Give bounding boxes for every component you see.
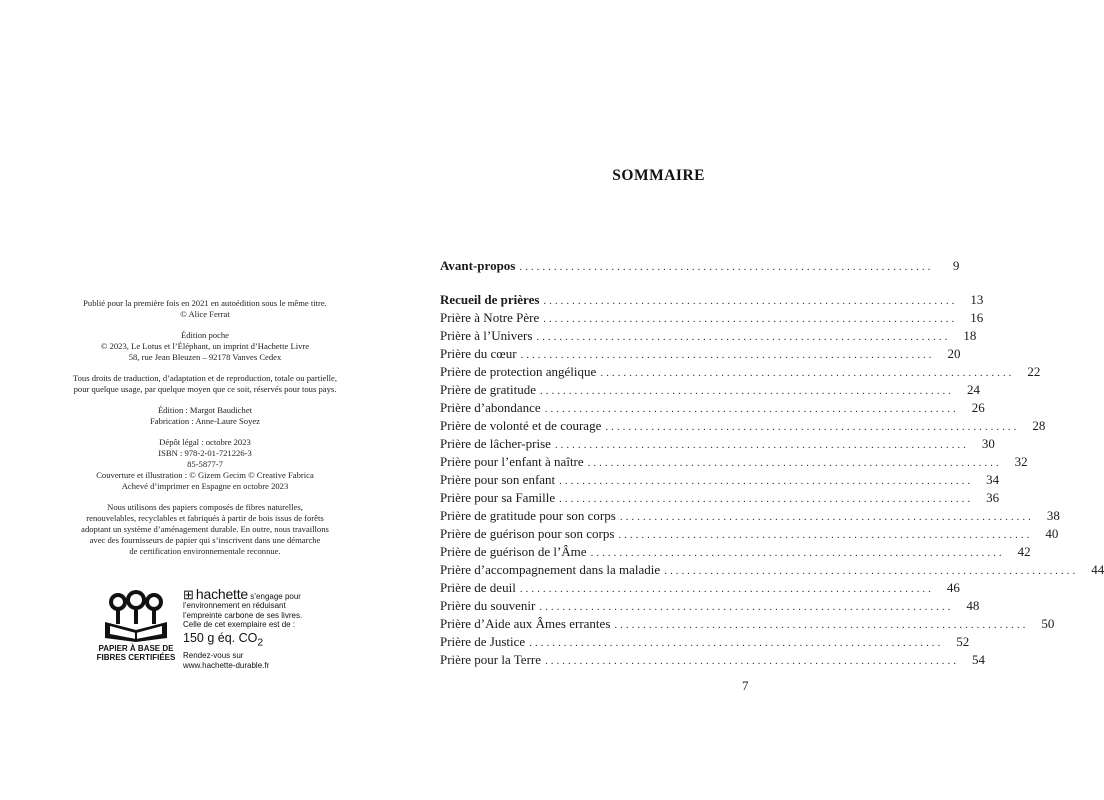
edition-credit: Édition : Margot Baudichet: [157, 405, 253, 415]
toc-leader-dots: ........................................................................: [618, 529, 1033, 541]
toc-entry-page: 28: [1032, 418, 1046, 433]
toc-entry-label: Recueil de prières: [440, 292, 540, 307]
toc-title: SOMMAIRE: [612, 167, 705, 184]
toc-entry: [440, 292, 984, 310]
toc-entry: [440, 436, 995, 454]
toc-entry: [440, 258, 960, 276]
toc-entry-label: Prière pour l’enfant à naître: [440, 454, 584, 469]
toc-leader-dots: ........................................................................: [664, 565, 1079, 577]
fabrication-credit: Fabrication : Anne-Laure Soyez: [149, 416, 260, 426]
toc-entry-label: Prière pour la Terre: [440, 652, 541, 667]
toc-leader-dots: ........................................................................: [529, 637, 944, 649]
toc-entry-page: 36: [986, 490, 1000, 505]
carbon-footprint: [183, 631, 333, 651]
copyright-author: © Alice Ferrat: [180, 309, 230, 319]
toc-leader-dots: ........................................................................: [544, 403, 959, 415]
toc-entry-page: 18: [963, 328, 977, 343]
toc-leader-dots: ........................................................................: [605, 421, 1020, 433]
edition-block: [20, 330, 390, 363]
toc-entry-page: 46: [946, 580, 960, 595]
hachette-line-5: Rendez-vous sur: [183, 651, 244, 661]
toc-leader-dots: ........................................................................: [587, 457, 1002, 469]
toc-leader-dots: ........................................................................: [619, 511, 1034, 523]
toc-entry-label: Prière du cœur: [440, 346, 517, 361]
env-line-2: renouvelables, recyclables et fabriqués à partir de bois issus de forêts: [86, 513, 324, 523]
hachette-url: www.hachette-durable.fr: [183, 660, 270, 670]
toc-entry-label: Avant-propos: [440, 258, 516, 273]
toc-entry-page: 26: [971, 400, 985, 415]
rights-line-2: pour quelque usage, par quelque moyen que ce soit, réservés pour tous pays.: [73, 384, 337, 394]
env-line-1: Nous utilisons des papiers composés de fibres naturelles,: [107, 502, 303, 512]
toc-entry-page: 32: [1014, 454, 1028, 469]
legal-block: [20, 437, 390, 492]
toc-entry-label: Prière de deuil: [440, 580, 516, 595]
toc-entry: [440, 382, 981, 400]
colophon: [20, 298, 390, 567]
toc-entry-page: 38: [1046, 508, 1060, 523]
copyright-line: © 2023, Le Lotus et l’Éléphant, un imprint d’Hachette Livre: [100, 341, 310, 351]
toc-leader-dots: ........................................................................: [519, 583, 934, 595]
rights-block: [20, 373, 390, 395]
toc-leader-dots: ........................................................................: [554, 439, 969, 451]
toc-leader-dots: ........................................................................: [519, 261, 934, 273]
eco-logos: [95, 586, 325, 670]
toc-entry-label: Prière à l’Univers: [440, 328, 533, 343]
printing-note: Achevé d’imprimer en Espagne en octobre 2023: [121, 481, 289, 491]
toc-entry-page: 52: [956, 634, 970, 649]
env-line-5: de certification environnementale reconnue.: [129, 546, 281, 556]
toc-entry-page: 40: [1045, 526, 1059, 541]
toc-entry-label: Prière pour sa Famille: [440, 490, 556, 505]
toc-entry-page: 44: [1091, 562, 1104, 577]
toc-entry-page: 48: [966, 598, 980, 613]
carbon-value: 150 g éq. CO: [183, 630, 258, 645]
toc-entry-label: Prière d’abondance: [440, 400, 541, 415]
toc-entry-label: Prière d’accompagnement dans la maladie: [440, 562, 661, 577]
toc-entry: [440, 328, 977, 346]
toc-leader-dots: ........................................................................: [545, 655, 959, 667]
toc-entry: [440, 526, 1059, 544]
toc-entry-page: 9: [952, 258, 960, 273]
toc-entry: [440, 544, 1031, 562]
edition-label: Édition poche: [181, 330, 229, 340]
toc-entry-page: 34: [986, 472, 1000, 487]
toc-entry: [440, 580, 960, 598]
trees-book-icon: [101, 590, 171, 642]
toc-entry-label: Prière à Notre Père: [440, 310, 540, 325]
hachette-line-2: l’environnement en réduisant: [183, 601, 286, 611]
hachette-line-3: l’empreinte carbone de ses livres.: [183, 610, 303, 620]
env-line-3: adoptant un système d’aménagement durable. En outre, nous travaillons: [81, 524, 329, 534]
toc-leader-dots: ........................................................................: [559, 475, 974, 487]
toc-entry: [440, 598, 980, 616]
toc-leader-dots: ........................................................................: [559, 493, 974, 505]
print-code: 85-5877-7: [187, 459, 223, 469]
env-line-4: avec des fournisseurs de papier qui s’inscrivent dans une démarche: [89, 535, 321, 545]
toc-entry: [440, 472, 1000, 490]
toc-entry-label: Prière de lâcher-prise: [440, 436, 551, 451]
toc-entry-label: Prière de gratitude: [440, 382, 537, 397]
toc-entry-page: 20: [947, 346, 961, 361]
publisher-address: 58, rue Jean Bleuzen – 92178 Vanves Cedex: [128, 352, 282, 362]
toc-entry: [440, 346, 961, 364]
toc-leader-dots: ........................................................................: [543, 295, 958, 307]
isbn: ISBN : 978-2-01-721226-3: [158, 448, 252, 458]
hachette-logo-icon: ⊞: [183, 587, 194, 602]
rights-line-1: Tous droits de traduction, d’adaptation et de reproduction, totale ou partielle,: [72, 373, 338, 383]
toc-entry-page: 13: [970, 292, 984, 307]
toc-entry-label: Prière pour son enfant: [440, 472, 556, 487]
toc-entry: [440, 364, 1041, 382]
toc-leader-dots: ........................................................................: [614, 619, 1029, 631]
toc-entry-label: Prière de gratitude pour son corps: [440, 508, 616, 523]
toc-entry: [440, 490, 1000, 508]
toc-leader-dots: ........................................................................: [543, 313, 958, 325]
toc-entry-page: 54: [972, 652, 985, 667]
toc-entry-label: Prière de Justice: [440, 634, 526, 649]
credits-block: [20, 405, 390, 427]
toc-entry: [440, 652, 985, 670]
toc-entry-label: Prière du souvenir: [440, 598, 536, 613]
forest-logo-line-2: FIBRES CERTIFIÉES: [96, 653, 176, 662]
publication-block: [20, 298, 390, 320]
legal-deposit: Dépôt légal : octobre 2023: [159, 437, 251, 447]
hachette-brand: hachette: [195, 586, 249, 602]
toc-leader-dots: ........................................................................: [539, 601, 954, 613]
toc-entry-label: Prière de volonté et de courage: [440, 418, 602, 433]
toc-entry-page: 24: [967, 382, 981, 397]
toc-entry: [440, 454, 1028, 472]
page-number: 7: [742, 678, 749, 693]
toc-entry-label: Prière de guérison pour son corps: [440, 526, 615, 541]
hachette-eco-label: [183, 586, 333, 670]
toc-entry: [440, 508, 1060, 526]
toc-leader-dots: ........................................................................: [520, 349, 935, 361]
toc-entry-label: Prière de guérison de l’Âme: [440, 544, 587, 559]
toc-entry-page: 42: [1017, 544, 1031, 559]
toc-entry: [440, 634, 970, 652]
toc-entry: [440, 400, 985, 418]
toc-leader-dots: ........................................................................: [540, 385, 955, 397]
publication-note: Publié pour la première fois en 2021 en autoédition sous le même titre.: [83, 298, 327, 308]
toc-entry: [440, 616, 1055, 634]
hachette-line-4: Celle de cet exemplaire est de :: [183, 620, 296, 630]
toc-entry-page: 16: [970, 310, 984, 325]
certified-fibers-logo: [95, 590, 177, 662]
toc-leader-dots: ........................................................................: [590, 547, 1005, 559]
toc-leader-dots: ........................................................................: [536, 331, 951, 343]
toc-leader-dots: ........................................................................: [600, 367, 1015, 379]
toc-entry-label: Prière de protection angélique: [440, 364, 597, 379]
carbon-subscript: 2: [257, 637, 264, 649]
toc-entry-page: 22: [1027, 364, 1041, 379]
forest-logo-line-1: PAPIER À BASE DE: [98, 644, 174, 653]
toc-entry-page: 50: [1041, 616, 1055, 631]
hachette-line-1: s’engage pour: [250, 592, 301, 601]
toc-entry-page: 30: [981, 436, 995, 451]
toc-entry: [440, 310, 984, 328]
environment-block: [20, 502, 390, 557]
toc-entry: [440, 418, 1046, 436]
toc-entry-label: Prière d’Aide aux Âmes errantes: [440, 616, 611, 631]
cover-credit: Couverture et illustration : © Gizem Gecim © Creative Fabrica: [96, 470, 314, 480]
toc-entry: [440, 562, 1104, 580]
